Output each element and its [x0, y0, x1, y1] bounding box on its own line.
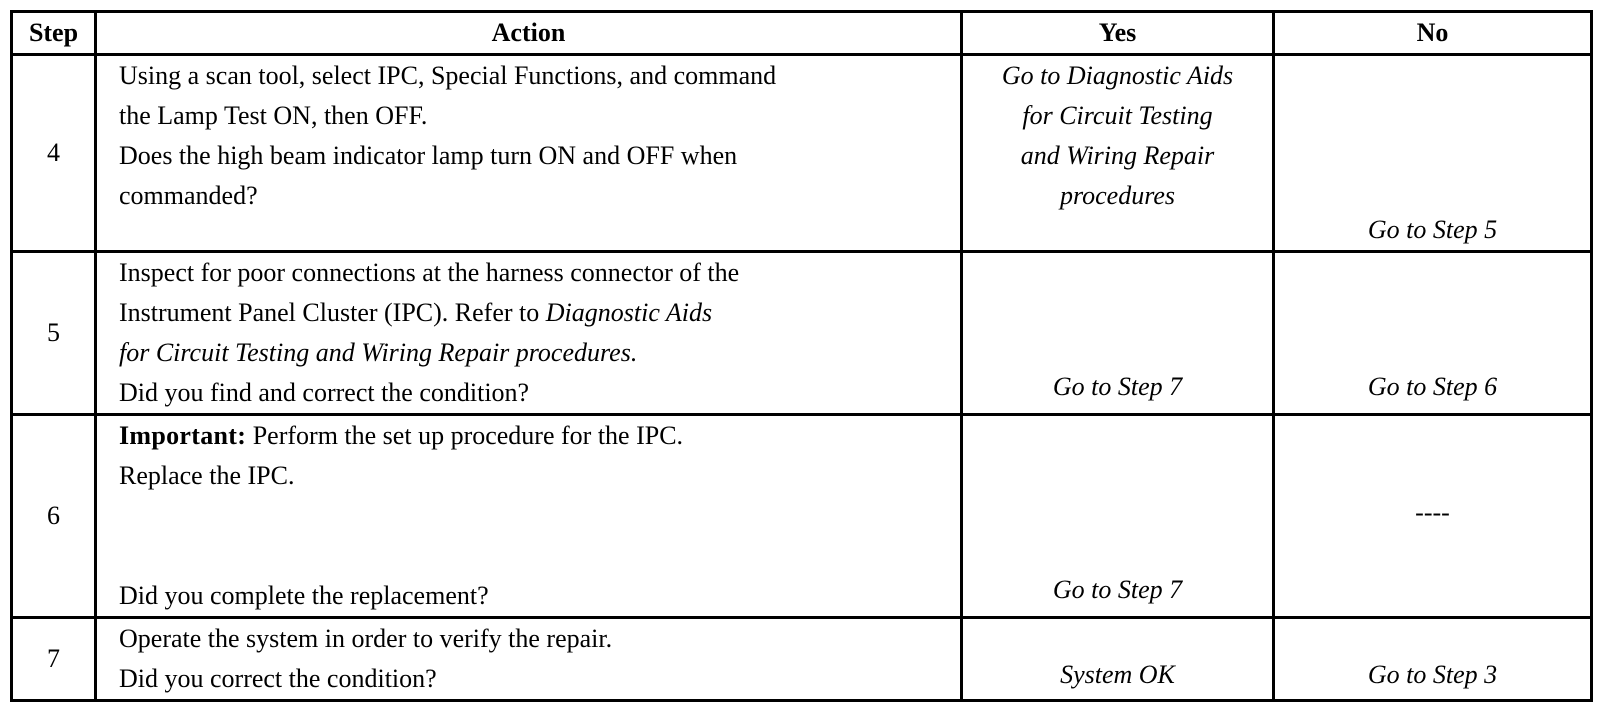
- table-row: [12, 618, 1592, 701]
- action-text: Instrument Panel Cluster (IPC). Refer to: [119, 298, 546, 327]
- diagnostic-table-container: [10, 10, 1590, 702]
- action-line: Did you complete the replacement?: [119, 581, 489, 610]
- no-goto-link[interactable]: Go to Step 6: [1367, 372, 1498, 401]
- yes-reference-line: for Circuit Testing: [1022, 101, 1213, 130]
- yes-goto-link[interactable]: Go to Step 7: [1052, 575, 1183, 604]
- action-line: [119, 293, 950, 333]
- yes-cell: [962, 55, 1274, 252]
- action-line: Does the high beam indicator lamp turn ON and OFF when: [119, 141, 738, 170]
- action-line: [119, 416, 950, 456]
- table-row: [12, 55, 1592, 252]
- action-cell: [96, 252, 962, 415]
- step-number: 5: [12, 252, 96, 415]
- action-cell: [96, 618, 962, 701]
- table-row: [12, 415, 1592, 618]
- diagnostic-aids-reference[interactable]: for Circuit Testing and Wiring Repair procedures.: [119, 338, 638, 367]
- no-goto-link[interactable]: Go to Step 5: [1367, 215, 1498, 244]
- header-row: [12, 12, 1592, 55]
- important-label: Important:: [119, 421, 247, 450]
- action-line: Did you find and correct the condition?: [119, 378, 530, 407]
- no-not-applicable: ----: [1415, 498, 1450, 527]
- action-line: Replace the IPC.: [119, 461, 295, 490]
- yes-reference-line: and Wiring Repair: [1020, 141, 1215, 170]
- yes-cell: [962, 415, 1274, 618]
- step-number: 4: [12, 55, 96, 252]
- action-line: Operate the system in order to verify the repair.: [119, 624, 613, 653]
- important-text: Perform the set up procedure for the IPC.: [246, 421, 684, 450]
- action-line: Did you correct the condition?: [119, 664, 437, 693]
- yes-reference-line: procedures: [1059, 181, 1176, 210]
- no-cell: [1274, 252, 1592, 415]
- action-line: Using a scan tool, select IPC, Special Functions, and command: [119, 61, 777, 90]
- step-number: 7: [12, 618, 96, 701]
- action-line: commanded?: [119, 181, 258, 210]
- action-line: the Lamp Test ON, then OFF.: [119, 101, 428, 130]
- table-row: [12, 252, 1592, 415]
- yes-reference[interactable]: [963, 56, 1272, 216]
- yes-reference-line: Go to Diagnostic Aids: [1001, 61, 1234, 90]
- spacer: [119, 496, 950, 576]
- no-cell: [1274, 55, 1592, 252]
- yes-cell: [962, 252, 1274, 415]
- step-number: 6: [12, 415, 96, 618]
- yes-cell: [962, 618, 1274, 701]
- action-cell: [96, 55, 962, 252]
- no-goto-link[interactable]: Go to Step 3: [1367, 660, 1498, 689]
- yes-goto-link[interactable]: Go to Step 7: [1052, 372, 1183, 401]
- action-cell: [96, 415, 962, 618]
- header-step: Step: [12, 12, 96, 55]
- no-cell: [1274, 415, 1592, 618]
- header-action: Action: [96, 12, 962, 55]
- yes-result: System OK: [1060, 660, 1175, 689]
- no-cell: [1274, 618, 1592, 701]
- header-no: No: [1274, 12, 1592, 55]
- action-line: Inspect for poor connections at the harness connector of the: [119, 258, 740, 287]
- header-yes: Yes: [962, 12, 1274, 55]
- diagnostic-aids-reference[interactable]: Diagnostic Aids: [545, 298, 713, 327]
- diagnostic-table: [10, 10, 1593, 702]
